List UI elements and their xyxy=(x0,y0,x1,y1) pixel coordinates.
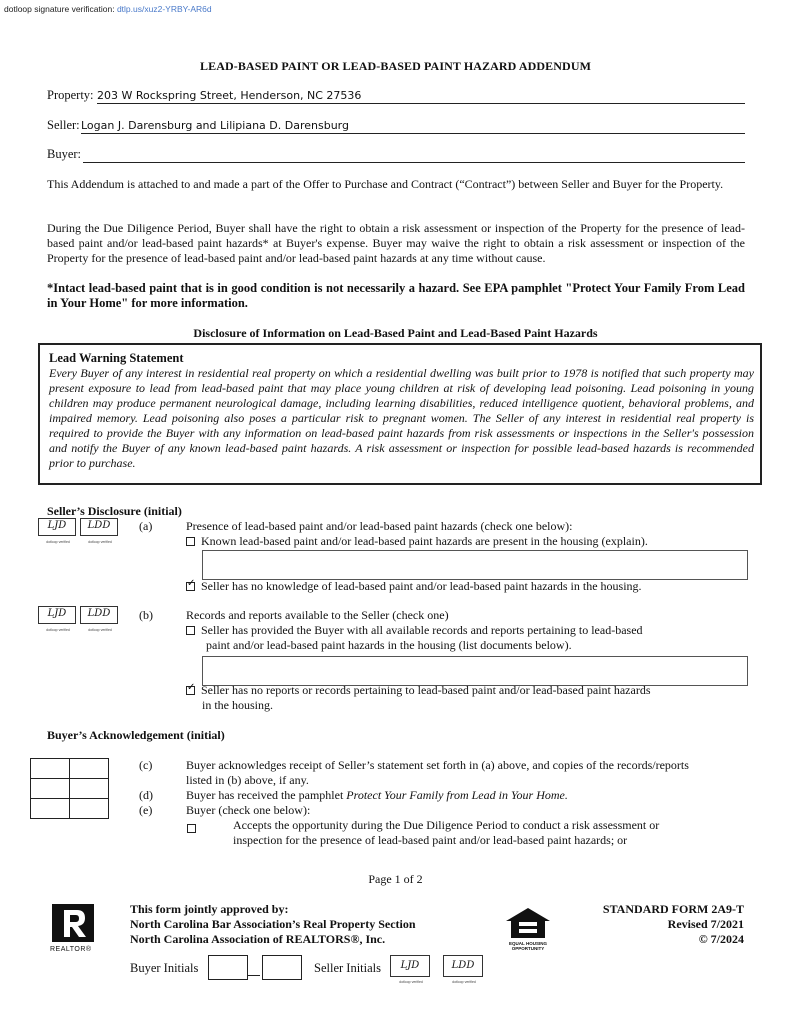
seal-note: dotloop verified xyxy=(88,540,112,544)
seal-note: dotloop verified xyxy=(88,628,112,632)
seal-note: dotloop verified xyxy=(46,540,70,544)
seller-field[interactable] xyxy=(81,118,745,134)
option-label: Known lead-based paint and/or lead-based paint hazards are present in the housing (explain). xyxy=(201,534,648,548)
item-b-option-provided[interactable] xyxy=(186,623,643,638)
seal-signature: LDD xyxy=(451,960,475,971)
realtor-r-icon xyxy=(52,904,94,950)
buyer-initial-box[interactable] xyxy=(70,799,109,819)
seller-disclosure-heading: Seller’s Disclosure (initial) xyxy=(47,504,182,518)
form-revised: Revised 7/2021 xyxy=(667,917,744,931)
verification-label: dotloop signature verification: xyxy=(4,4,115,14)
option-label: Seller has no knowledge of lead-based paint and/or lead-based paint hazards in the housing. xyxy=(201,579,642,593)
checkbox-checked[interactable] xyxy=(186,686,195,695)
seal-signature: LDD xyxy=(87,608,111,619)
buyer-initial-box[interactable] xyxy=(70,759,109,779)
form-id-block xyxy=(603,902,744,947)
checkbox-checked[interactable] xyxy=(186,582,195,591)
lead-warning-text: Every Buyer of any interest in residential real property on which a residential dwelling was built prior to 1978 is notified that such property may present exposure to lead from lead-based paint that may place young children at risk of developing lead poisoning. Lead poisoning in young children may produce permanent neurological damage, including learning disabilities, reduced intelligence quotient, behavioral problems, and impaired memory. Lead poisoning also poses a particular risk to pregnant women. The Seller of any interest in residential real property is required to provide the Buyer with any information on lead-based paint hazards from risk assessments or inspections in the Seller's possession and notify the Buyer of any known lead-based paint hazards. A risk assessment or inspection for possible lead-based hazards is recommended prior to purchase. xyxy=(49,366,754,470)
buyer-ack-heading: Buyer’s Acknowledgement (initial) xyxy=(47,728,225,742)
item-e-option-label: Accepts the opportunity during the Due Diligence Period to conduct a risk assessment or xyxy=(233,818,660,832)
item-e-marker: (e) xyxy=(139,803,153,817)
item-e-text: Buyer (check one below): xyxy=(186,803,311,817)
seller-label: Seller: xyxy=(47,118,80,132)
buyer-initial-box[interactable] xyxy=(31,799,70,819)
property-value: 203 W Rockspring Street, Henderson, NC 27536 xyxy=(97,89,362,102)
item-a-marker: (a) xyxy=(139,519,153,533)
equal-housing-house-icon xyxy=(504,906,552,940)
checkbox-unchecked[interactable] xyxy=(187,824,196,833)
buyer-initial-box[interactable] xyxy=(31,779,70,799)
seal-note: dotloop verified xyxy=(399,980,423,984)
buyer-initial-box[interactable] xyxy=(70,779,109,799)
pamphlet-title: Protect Your Family from Lead in Your Home. xyxy=(346,788,568,802)
checkbox-unchecked[interactable] xyxy=(186,537,195,546)
buyer-label: Buyer: xyxy=(47,147,82,161)
verification-header xyxy=(4,4,212,14)
approval-block xyxy=(130,902,416,947)
property-label: Property: xyxy=(47,88,94,102)
seal-signature: LJD xyxy=(47,608,67,619)
seal-signature: LJD xyxy=(400,960,420,971)
seller-initial-seal-b1 xyxy=(38,606,76,624)
realtor-logo xyxy=(52,904,94,950)
document-title: LEAD-BASED PAINT OR LEAD-BASED PAINT HAZARD ADDENDUM xyxy=(199,59,592,73)
seller-initials-label: Seller Initials xyxy=(314,961,381,975)
page-number: Page 1 of 2 xyxy=(368,872,423,886)
option-label-continued: in the housing. xyxy=(202,698,273,712)
item-c-text: Buyer acknowledges receipt of Seller’s statement set forth in (a) above, and copies of the records/reports xyxy=(186,758,689,772)
seller-initial-seal-a1 xyxy=(38,518,76,536)
seal-note: dotloop verified xyxy=(46,628,70,632)
seller-initial-footer-2 xyxy=(443,955,483,977)
item-a-text: Presence of lead-based paint and/or lead-based paint hazards (check one below): xyxy=(186,519,573,533)
approval-line-3: North Carolina Association of REALTORS®, Inc. xyxy=(130,932,386,946)
equal-housing-text xyxy=(496,941,560,951)
buyer-initials-label: Buyer Initials xyxy=(130,961,199,975)
checkbox-unchecked[interactable] xyxy=(186,626,195,635)
seal-signature: LDD xyxy=(87,520,111,531)
item-e-option-label-continued: inspection for the presence of lead-based paint and/or lead-based paint hazards; or xyxy=(233,833,628,847)
option-label-continued: paint and/or lead-based paint hazards in the housing (list documents below). xyxy=(206,638,572,652)
seller-initial-seal-b2 xyxy=(80,606,118,624)
form-number: STANDARD FORM 2A9-T xyxy=(602,902,744,916)
item-d-text-main: Buyer has received the pamphlet xyxy=(186,788,347,802)
item-b-text: Records and reports available to the Seller (check one) xyxy=(186,608,449,622)
item-c-text-continued: listed in (b) above, if any. xyxy=(186,773,309,787)
item-b-option-no-reports[interactable] xyxy=(186,683,651,698)
seller-value: Logan J. Darensburg and Lilipiana D. Darensburg xyxy=(81,119,349,132)
item-b-marker: (b) xyxy=(139,608,153,622)
buyer-initial-box-2[interactable] xyxy=(262,955,302,980)
seal-signature: LJD xyxy=(47,520,67,531)
eho-line-2: OPPORTUNITY xyxy=(511,946,545,951)
explain-known-hazards-input[interactable] xyxy=(202,550,748,580)
property-field[interactable] xyxy=(97,88,745,104)
realtor-logo-text: REALTOR® xyxy=(50,946,92,953)
option-label: Seller has provided the Buyer with all available records and reports pertaining to lead-based xyxy=(201,623,643,637)
due-diligence-paragraph: During the Due Diligence Period, Buyer shall have the right to obtain a risk assessment or inspection of the Property for the presence of lead-based paint and/or lead-based paint hazards* at Buyer's expense. Buyer may waive the right to obtain a risk assessment or inspection of the Property for the presence of lead-based paint and/or lead-based paint hazards at any time without cause. xyxy=(47,221,745,265)
intro-paragraph: This Addendum is attached to and made a part of the Offer to Purchase and Contract (“Contract”) between Seller and Buyer for the Property. xyxy=(47,177,724,191)
list-documents-input[interactable] xyxy=(202,656,748,686)
approval-line-1: This form jointly approved by: xyxy=(130,902,289,916)
item-a-option-known[interactable] xyxy=(186,534,648,549)
approval-line-2: North Carolina Bar Association’s Real Property Section xyxy=(130,917,416,931)
eho-line-1: EQUAL HOUSING xyxy=(509,941,547,946)
seller-initial-footer-1 xyxy=(390,955,430,977)
intact-paint-note: *Intact lead-based paint that is in good condition is not necessarily a hazard. See EPA pamphlet "Protect Your Family From Lead in Your Home" for more information. xyxy=(47,281,745,310)
item-e-option-accepts[interactable] xyxy=(187,819,202,837)
buyer-initial-box-1[interactable] xyxy=(208,955,248,980)
item-c-marker: (c) xyxy=(139,758,153,772)
form-copyright: © 7/2024 xyxy=(698,932,744,946)
verification-link[interactable]: dtlp.us/xuz2-YRBY-AR6d xyxy=(116,4,212,14)
buyer-initials-grid xyxy=(30,758,109,819)
buyer-field[interactable] xyxy=(83,147,745,163)
item-d-marker: (d) xyxy=(139,788,153,802)
item-d-text xyxy=(186,788,568,803)
initials-separator xyxy=(248,975,260,976)
option-label: Seller has no reports or records pertaining to lead-based paint and/or lead-based paint hazards xyxy=(201,683,651,697)
seal-note: dotloop verified xyxy=(452,980,476,984)
lead-warning-heading: Lead Warning Statement xyxy=(49,351,184,365)
equal-housing-logo xyxy=(504,906,552,940)
buyer-initial-box[interactable] xyxy=(31,759,70,779)
item-a-option-no-knowledge[interactable] xyxy=(186,579,642,594)
seller-initial-seal-a2 xyxy=(80,518,118,536)
lead-warning-box xyxy=(38,343,762,485)
disclosure-heading: Disclosure of Information on Lead-Based Paint and Lead-Based Paint Hazards xyxy=(193,326,598,340)
